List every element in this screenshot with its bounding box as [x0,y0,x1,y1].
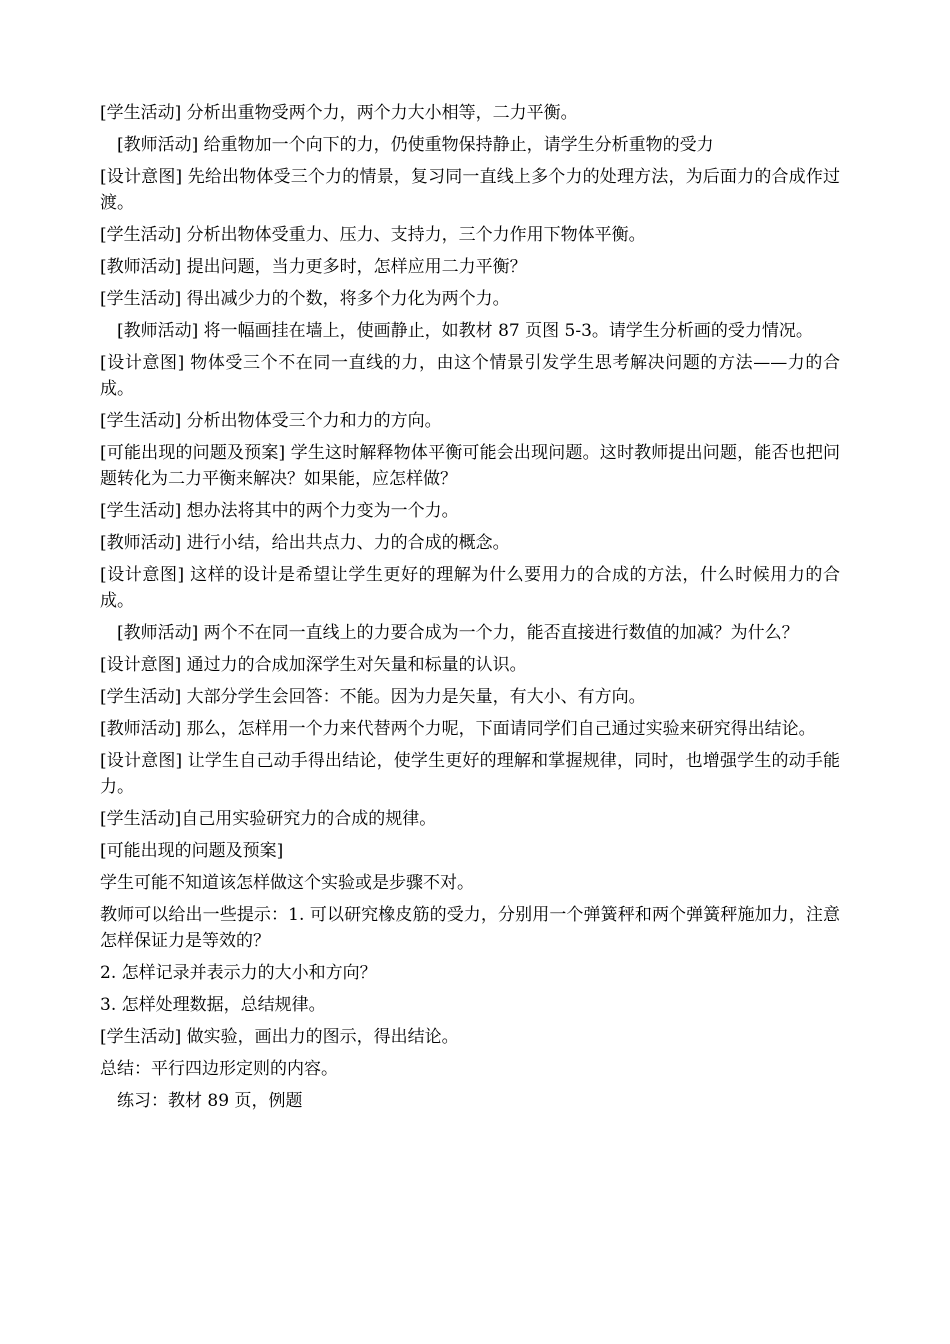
paragraph: [教师活动] 将一幅画挂在墙上，使画静止，如教材 87 页图 5-3。请学生分析画的受力情况。 [117,321,813,341]
paragraph: 练习：教材 89 页，例题 [117,1091,303,1111]
paragraph: 总结：平行四边形定则的内容。 [100,1059,338,1079]
paragraph: [学生活动] 分析出物体受重力、压力、支持力，三个力作用下物体平衡。 [100,225,646,245]
paragraph: [教师活动] 给重物加一个向下的力，仍使重物保持静止，请学生分析重物的受力 [117,135,714,155]
paragraph: 学生可能不知道该怎样做这个实验或是步骤不对。 [100,873,474,893]
paragraph: 3. 怎样处理数据，总结规律。 [100,995,326,1015]
paragraph: [教师活动] 那么，怎样用一个力来代替两个力呢，下面请同学们自己通过实验来研究得出结论。 [100,719,816,739]
paragraph: [设计意图] 先给出物体受三个力的情景，复习同一直线上多个力的处理方法，为后面力的合成作过渡。 [100,167,840,213]
paragraph: [设计意图] 让学生自己动手得出结论，使学生更好的理解和掌握规律，同时，也增强学生的动手能力。 [100,751,840,797]
paragraph: [教师活动] 两个不在同一直线上的力要合成为一个力，能否直接进行数值的加减？为什么？ [117,623,799,643]
paragraph: [学生活动] 做实验，画出力的图示，得出结论。 [100,1027,459,1047]
paragraph: [可能出现的问题及预案] 学生这时解释物体平衡可能会出现问题。这时教师提出问题，能否也把问题转化为二力平衡来解决？如果能，应怎样做？ [100,443,840,489]
paragraph: [设计意图] 这样的设计是希望让学生更好的理解为什么要用力的合成的方法，什么时候用力的合成。 [100,565,840,611]
paragraph: [设计意图] 通过力的合成加深学生对矢量和标量的认识。 [100,655,527,675]
paragraph: [学生活动] 大部分学生会回答：不能。因为力是矢量，有大小、有方向。 [100,687,646,707]
paragraph: [学生活动] 分析出重物受两个力，两个力大小相等，二力平衡。 [100,103,578,123]
paragraph: 2. 怎样记录并表示力的大小和方向？ [100,963,377,983]
paragraph: [设计意图] 物体受三个不在同一直线的力，由这个情景引发学生思考解决问题的方法——力的合成。 [100,353,840,399]
paragraph: [学生活动]自己用实验研究力的合成的规律。 [100,809,437,829]
paragraph: [学生活动] 分析出物体受三个力和力的方向。 [100,411,442,431]
paragraph: [教师活动] 进行小结，给出共点力、力的合成的概念。 [100,533,510,553]
document-body [100,100,840,1120]
paragraph: [可能出现的问题及预案] [100,841,284,861]
paragraph: [学生活动] 得出减少力的个数，将多个力化为两个力。 [100,289,510,309]
paragraph: [教师活动] 提出问题，当力更多时，怎样应用二力平衡？ [100,257,527,277]
paragraph: [学生活动] 想办法将其中的两个力变为一个力。 [100,501,459,521]
paragraph: 教师可以给出一些提示：1. 可以研究橡皮筋的受力，分别用一个弹簧秤和两个弹簧秤施加力，注意怎样保证力是等效的？ [100,905,840,951]
